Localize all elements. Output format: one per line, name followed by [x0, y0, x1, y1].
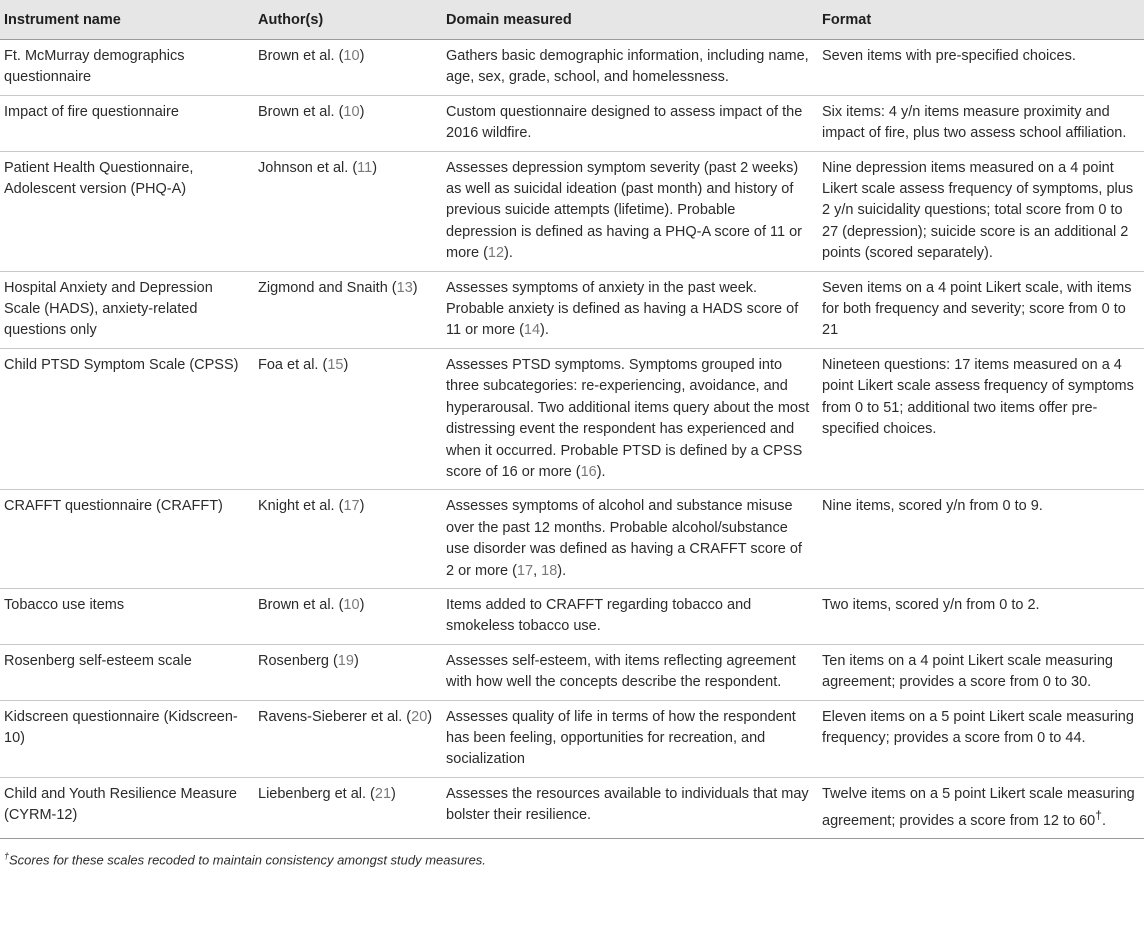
cell-domain-measured — [442, 271, 818, 348]
cell-text: Assesses self-esteem, with items reflecting agreement with how well the concepts describe the respondent. — [446, 652, 796, 691]
reference-link[interactable]: 16 — [580, 463, 597, 480]
reference-link[interactable]: 21 — [374, 785, 392, 802]
cell-text: Rosenberg ( — [258, 652, 338, 669]
cell-authors — [254, 271, 442, 348]
table-body — [0, 40, 1144, 839]
cell-text: ) — [353, 652, 359, 669]
cell-format — [818, 700, 1144, 777]
header-instrument-name: Instrument name — [0, 0, 254, 40]
cell-authors — [254, 588, 442, 644]
cell-instrument-name: Child PTSD Symptom Scale (CPSS) — [0, 348, 254, 489]
cell-instrument-name: Kidscreen questionnaire (Kidscreen-10) — [0, 700, 254, 777]
cell-text: Liebenberg et al. ( — [258, 785, 375, 802]
cell-text: ) — [391, 785, 396, 802]
table-row — [0, 700, 1144, 777]
table-row — [0, 588, 1144, 644]
cell-text: Knight et al. ( — [258, 498, 344, 515]
cell-text: ) — [343, 356, 349, 373]
cell-text: Brown et al. ( — [258, 596, 344, 613]
cell-domain-measured — [442, 151, 818, 271]
header-format: Format — [818, 0, 1144, 40]
cell-domain-measured — [442, 40, 818, 96]
cell-text: ). — [596, 463, 606, 480]
cell-instrument-name: Tobacco use items — [0, 588, 254, 644]
cell-format — [818, 490, 1144, 589]
reference-link[interactable]: 10 — [343, 103, 360, 120]
cell-format — [818, 348, 1144, 489]
footnote-text: Scores for these scales recoded to maintain consistency amongst study measures. — [9, 852, 486, 868]
cell-format — [818, 40, 1144, 96]
cell-format — [818, 95, 1144, 151]
cell-text: Six items: 4 y/n items measure proximity and impact of fire, plus two assess school affiliation. — [822, 103, 1127, 142]
footnote-mark: † — [4, 851, 10, 862]
reference-link[interactable]: 14 — [523, 322, 541, 339]
table-row — [0, 644, 1144, 700]
cell-text: ) — [372, 159, 378, 176]
cell-text: Nine items, scored y/n from 0 to 9. — [822, 498, 1043, 515]
reference-link[interactable]: 17 — [516, 562, 534, 579]
cell-text: Ten items on a 4 point Likert scale measuring agreement; provides a score from 0 to 30. — [822, 652, 1113, 691]
cell-text: Assesses quality of life in terms of how the respondent has been feeling, opportunities for recreation, and socialization — [446, 708, 796, 768]
cell-authors — [254, 348, 442, 489]
reference-link[interactable]: 19 — [337, 652, 354, 669]
cell-text: Assesses depression symptom severity (past 2 weeks) as well as suicidal ideation (past month) and history of previous suicide attempts (lifetime). Probable depression is defined as having a PHQ-A score of 11 or more ( — [446, 159, 802, 262]
cell-text: Eleven items on a 5 point Likert scale measuring frequency; provides a score from 0 to 44. — [822, 708, 1134, 746]
cell-text: Seven items with pre-specified choices. — [822, 48, 1076, 64]
cell-text: Two items, scored y/n from 0 to 2. — [822, 596, 1040, 613]
table-row — [0, 777, 1144, 839]
header-domain-measured: Domain measured — [442, 0, 818, 40]
cell-text: Zigmond and Snaith ( — [258, 279, 397, 296]
table-row — [0, 95, 1144, 151]
header-row — [0, 0, 1144, 40]
cell-text: ) — [427, 708, 433, 725]
cell-format — [818, 271, 1144, 348]
cell-format — [818, 151, 1144, 271]
cell-instrument-name: Child and Youth Resilience Measure (CYRM-12) — [0, 777, 254, 839]
cell-text: ) — [359, 103, 365, 120]
cell-text: ). — [557, 562, 567, 579]
cell-authors — [254, 95, 442, 151]
cell-authors — [254, 700, 442, 777]
cell-domain-measured — [442, 700, 818, 777]
table-row — [0, 151, 1144, 271]
cell-text: ) — [359, 48, 365, 64]
cell-text: Gathers basic demographic information, including name, age, sex, grade, school, and homelessness. — [446, 48, 809, 86]
cell-text: . — [1101, 813, 1106, 830]
cell-domain-measured — [442, 588, 818, 644]
table-footnote — [0, 839, 1144, 869]
reference-link[interactable]: 13 — [396, 279, 413, 296]
cell-text: , — [533, 562, 542, 579]
cell-text: Ravens-Sieberer et al. ( — [258, 708, 412, 725]
cell-text: ) — [359, 498, 365, 515]
cell-text: Brown et al. ( — [258, 48, 344, 64]
cell-text: ) — [412, 279, 418, 296]
cell-instrument-name: Ft. McMurray demographics questionnaire — [0, 40, 254, 96]
reference-link[interactable]: 20 — [411, 708, 428, 725]
cell-domain-measured — [442, 348, 818, 489]
cell-authors — [254, 490, 442, 589]
cell-instrument-name: Patient Health Questionnaire, Adolescent version (PHQ-A) — [0, 151, 254, 271]
reference-link[interactable]: 11 — [357, 159, 373, 176]
cell-text: Assesses symptoms of alcohol and substance misuse over the past 12 months. Probable alcohol/substance use disorder was defined as having a CRAFFT score of 2 or more ( — [446, 498, 802, 579]
cell-domain-measured — [442, 490, 818, 589]
cell-text: ). — [540, 322, 549, 339]
cell-domain-measured — [442, 95, 818, 151]
cell-format — [818, 777, 1144, 839]
cell-text: Custom questionnaire designed to assess impact of the 2016 wildfire. — [446, 103, 803, 142]
cell-text: Assesses symptoms of anxiety in the past week. Probable anxiety is defined as having a HADS score of 11 or more ( — [446, 279, 799, 339]
cell-authors — [254, 777, 442, 839]
reference-link[interactable]: 10 — [343, 596, 360, 613]
cell-text: ). — [504, 245, 513, 262]
reference-link[interactable]: 17 — [343, 498, 360, 515]
reference-link[interactable]: 18 — [541, 562, 558, 579]
cell-authors — [254, 151, 442, 271]
cell-text: Foa et al. ( — [258, 356, 328, 373]
cell-text: Nine depression items measured on a 4 point Likert scale assess frequency of symptoms, plus 2 y/n suicidality questions; total score from 0 to 27 (depression); suicide score is an additional 2 points (scored separately). — [822, 159, 1134, 262]
reference-link[interactable]: 15 — [327, 356, 344, 373]
cell-text: Brown et al. ( — [258, 103, 344, 120]
cell-instrument-name: Impact of fire questionnaire — [0, 95, 254, 151]
cell-text: Nineteen questions: 17 items measured on a 4 point Likert scale assess frequency of symptoms from 0 to 51; additional two items offer pre-specified choices. — [822, 356, 1134, 438]
cell-text: Johnson et al. ( — [258, 159, 358, 176]
cell-authors — [254, 40, 442, 96]
cell-domain-measured — [442, 644, 818, 700]
cell-format — [818, 588, 1144, 644]
cell-text: Assesses the resources available to individuals that may bolster their resilience. — [446, 785, 809, 824]
header-authors: Author(s) — [254, 0, 442, 40]
table-row — [0, 40, 1144, 96]
cell-text: Seven items on a 4 point Likert scale, with items for both frequency and severity; score from 0 to 21 — [822, 279, 1132, 339]
cell-text: Assesses PTSD symptoms. Symptoms grouped into three subcategories: re-experiencing, avoidance, and hyperarousal. Two additional items query about the most distressing event the respondent has experienced and when it occurred. Probable PTSD is defined by a CPSS score of 16 or more ( — [446, 356, 810, 480]
footnote-marker: † — [1095, 808, 1102, 823]
cell-domain-measured — [442, 777, 818, 839]
cell-instrument-name: Hospital Anxiety and Depression Scale (HADS), anxiety-related questions only — [0, 271, 254, 348]
reference-link[interactable]: 12 — [487, 245, 505, 262]
cell-text: Items added to CRAFFT regarding tobacco and smokeless tobacco use. — [446, 596, 752, 635]
reference-link[interactable]: 10 — [343, 48, 360, 64]
cell-text: ) — [359, 596, 365, 613]
cell-authors — [254, 644, 442, 700]
cell-format — [818, 644, 1144, 700]
table-row — [0, 490, 1144, 589]
cell-text: Twelve items on a 5 point Likert scale measuring agreement; provides a score from 12 to 60 — [822, 785, 1135, 830]
table-row — [0, 348, 1144, 489]
cell-instrument-name: Rosenberg self-esteem scale — [0, 644, 254, 700]
cell-instrument-name: CRAFFT questionnaire (CRAFFT) — [0, 490, 254, 589]
table-row — [0, 271, 1144, 348]
